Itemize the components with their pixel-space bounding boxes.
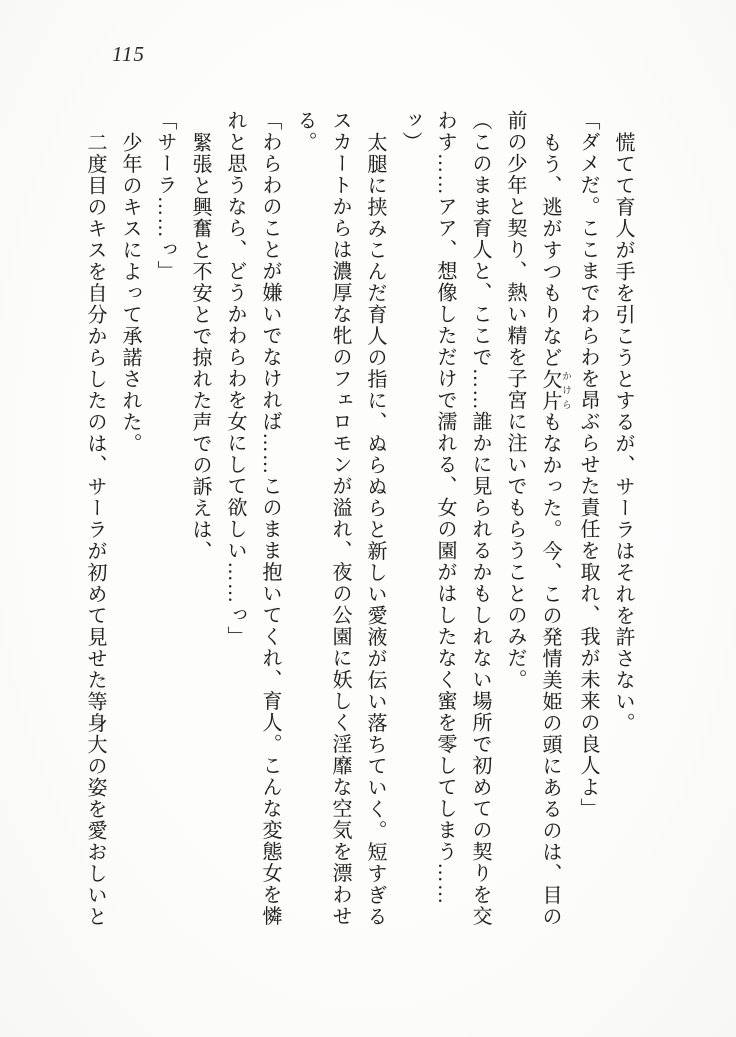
text-line-14: 「サーラ……っ」	[154, 110, 176, 282]
text-line-3-pre: もう、逃がすつもりなど	[539, 132, 561, 369]
text-line-9: スカートからは濃厚な牝のフェロモンが溢れ、夜の公園に妖しく淫靡な空気を漂わせ	[329, 110, 351, 927]
text-line-3	[532, 110, 570, 944]
text-line-3-post: もなかった。今、この発情美姫の頭にあるのは、目の	[539, 411, 561, 928]
text-line-12: れと思うなら、どうかわらわを女にして欲しい……っ」	[224, 110, 246, 648]
text-line-11: 「わらわのことが嫌いでなければ……このまま抱いてくれ、育人。こんな変態女を憐	[259, 110, 281, 927]
text-line-1: 慌てて育人が手を引こうとするが、サーラはそれを許さない。	[612, 132, 634, 734]
page-number: 115	[112, 42, 145, 66]
text-line-4: 前の少年と契り、熱い精を子宮に注いでもらうことのみだ。	[504, 110, 526, 691]
ruby-kakera	[539, 368, 570, 412]
text-line-13: 緊張と興奮と不安とで掠れた声での訴えは、	[189, 132, 211, 562]
text-line-7: ッ）	[399, 110, 421, 153]
ruby-furigana: かけら	[560, 368, 570, 412]
text-line-8: 太腿に挟みこんだ育人の指に、ぬらぬらと新しい愛液が伝い落ちていく。短すぎる	[364, 132, 386, 928]
text-line-10: る。	[294, 110, 316, 153]
text-line-16: 二度目のキスを自分からしたのは、サーラが初めて見せた等身大の姿を愛おしいと	[84, 132, 106, 928]
text-line-5: （このまま育人と、ここで……誰かに見られるかもしれない場所で初めての契りを交	[469, 110, 491, 927]
ruby-base: 欠片	[539, 368, 561, 412]
text-line-2: 「ダメだ。ここまでわらわを昂ぶらせた責任を取れ、我が未来の良人よ」	[577, 110, 599, 820]
text-line-15: 少年のキスによって承諾された。	[119, 132, 141, 455]
text-line-6: わす……アア、想像しただけで濡れる、女の園がはしたなく蜜を零してしまう……	[434, 110, 456, 906]
text-block	[78, 110, 640, 944]
